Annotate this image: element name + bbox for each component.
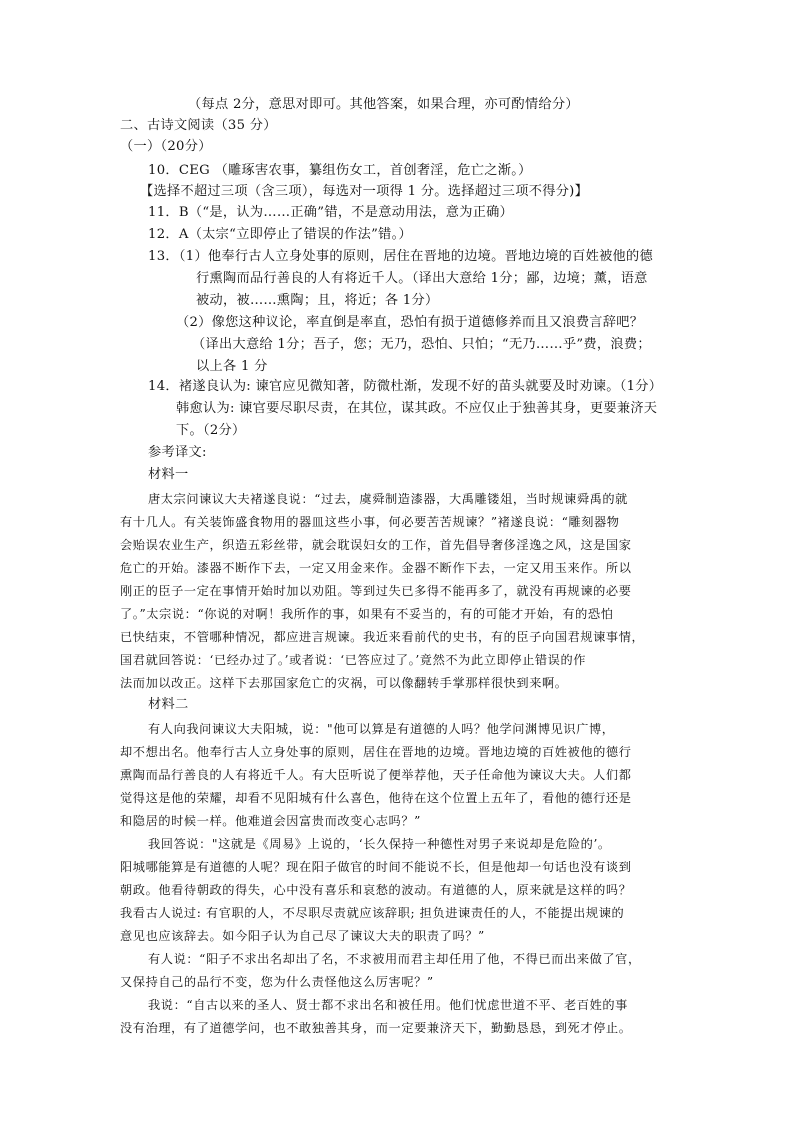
material-1-line: 危亡的开始。漆器不断作下去，一定又用金来作。金器不断作下去，一定又用玉来作。所以 [120, 561, 632, 575]
material-1-line: 已快结束，不管哪种情况，都应进言规谏。我近来看前代的史书，有的臣子向国君规谏事情， [120, 630, 645, 644]
answer-q14-line2: 韩愈认为: 谏官要尽职尽责，在其位，谋其政。不应仅止于独善其身，更要兼济天 [176, 401, 658, 416]
material-2-line: 觉得这是他的荣耀，却看不见阳城有什么喜色，他待在这个位置上五年了，看他的德行还是 [120, 791, 632, 805]
material-1-line: 国君就回答说：‘已经办过了。’或者说：‘已答应过了。’竟然不为此立即停止错误的作 [120, 653, 587, 667]
material-2-line: 我回答说："这就是《周易》上说的，‘长久保持一种德性对男子来说却是危险的’。 [148, 837, 611, 851]
material-2-title: 材料二 [148, 697, 189, 712]
scoring-note: （每点 2分，意思对即可。其他答案，如果合理，亦可酌情给分） [188, 97, 579, 112]
part-title: （一）（20分） [120, 139, 212, 154]
material-2-line: 我看古人说过: 有官职的人，不尽职尽责就应该辞职; 担负进谏责任的人，不能提出规谏的 [120, 906, 625, 920]
material-2-line: 有人向我问谏议大夫阳城，说："他可以算是有道德的人吗？他学问渊博见识广博， [148, 722, 615, 736]
material-1-line: 了。”太宗说：“你说的对啊！我所作的事，如果有不妥当的，有的可能才开始，有的恐怕 [120, 607, 614, 621]
material-2-line: 有人说：“阳子不求出名却出了名，不求被用而君主却任用了他，不得已而出来做了官， [148, 952, 641, 966]
translation-heading: 参考译文: [148, 445, 207, 460]
answer-q12: 12．A（太宗“立即停止了错误的作法”错。） [148, 227, 412, 242]
material-2-line: 阳城哪能算是有道德的人呢？现在阳子做官的时间不能说不长，但是他却一句话也没有谈到 [120, 860, 632, 874]
material-2-line: 没有治理，有了道德学问，也不敢独善其身，而一定要兼济天下，勤勤恳恳，到死才停止。 [120, 1021, 632, 1035]
material-2-line: 熏陶而品行善良的人有将近千人。有大臣听说了便举荐他，天子任命他为谏议大夫。人们都 [120, 768, 632, 782]
material-2-line: 我说：“自古以来的圣人、贤士都不求出名和被任用。他们忧虑世道不平、老百姓的事 [148, 998, 628, 1012]
material-2-line: 又保持自己的品行不变，您为什么责怪他这么厉害呢？” [120, 975, 434, 989]
answer-q13-1-line1: 13．（1）他奉行古人立身处事的原则，居住在晋地的边境。晋地边境的百姓被他的德 [148, 249, 654, 264]
answer-q13-1-line2: 行熏陶而品行善良的人有将近千人。（译出大意给 1分；鄙，边境；薰，语意 [196, 271, 648, 286]
answer-q14-line3: 下。（2分） [176, 423, 246, 438]
answer-q13-2-line3: 以上各 1 分 [196, 359, 268, 374]
material-2-line: 和隐居的时候一样。他难道会因富贵而改变心志吗？” [120, 814, 421, 828]
material-1-line: 法而加以改正。这样下去那国家危亡的灾祸，可以像翻转手掌那样很快到来啊。 [120, 676, 568, 690]
section-title: 二、古诗文阅读（35 分） [120, 118, 277, 133]
material-1-line: 唐太宗问谏议大夫褚遂良说：“过去，虞舜制造漆器，大禹雕镂俎，当时规谏舜禹的就 [148, 492, 628, 506]
answer-q13-2-line1: （2）像您这种议论，率直倒是率直，恐怕有损于道德修养而且又浪费言辞吧？ [176, 315, 644, 330]
answer-q13-1-line3: 被动，被……熏陶；且，将近；各 1分） [196, 293, 439, 308]
material-2-line: 却不想出名。他奉行古人立身处事的原则，居住在晋地的边境。晋地边境的百姓被他的德行 [120, 745, 632, 759]
answer-q11: 11．B（“是，认为……正确”错，不是意动用法，意为正确） [148, 205, 514, 220]
answer-q13-2-line2: （译出大意给 1分；吾子，您；无乃，恐怕、只怕；“无乃……乎”费，浪费； [192, 337, 651, 352]
material-2-line: 朝政。他看待朝政的得失，心中没有喜乐和哀愁的波动。有道德的人，原来就是这样的吗？ [120, 883, 632, 897]
scoring-rule-q10: 【选择不超过三项（含三项），每选对一项得 1 分。选择超过三项不得分)】 [140, 184, 589, 199]
material-1-line: 会贻误农业生产，织造五彩丝带，就会耽误妇女的工作，首先倡导奢侈淫逸之风，这是国家 [120, 538, 632, 552]
material-1-line: 刚正的臣子一定在事情开始时加以劝阻。等到过失已多得不能再多了，就没有再规谏的必要 [120, 584, 632, 598]
material-1-title: 材料一 [148, 467, 189, 482]
material-1-line: 有十几人。有关装饰盛食物用的器皿这些小事，何必要苦苦规谏？”褚遂良说：“雕刻器物 [120, 515, 620, 529]
material-2-line: 意见也应该辞去。如今阳子认为自己尽了谏议大夫的职责了吗？” [120, 929, 485, 943]
answer-q10: 10．CEG （雕琢害农事，纂组伤女工，首创奢淫，危亡之渐。） [148, 163, 532, 178]
answer-q14-line1: 14．褚遂良认为: 谏官应见微知著，防微杜渐，发现不好的苗头就要及时劝谏。（1分） [148, 379, 663, 394]
